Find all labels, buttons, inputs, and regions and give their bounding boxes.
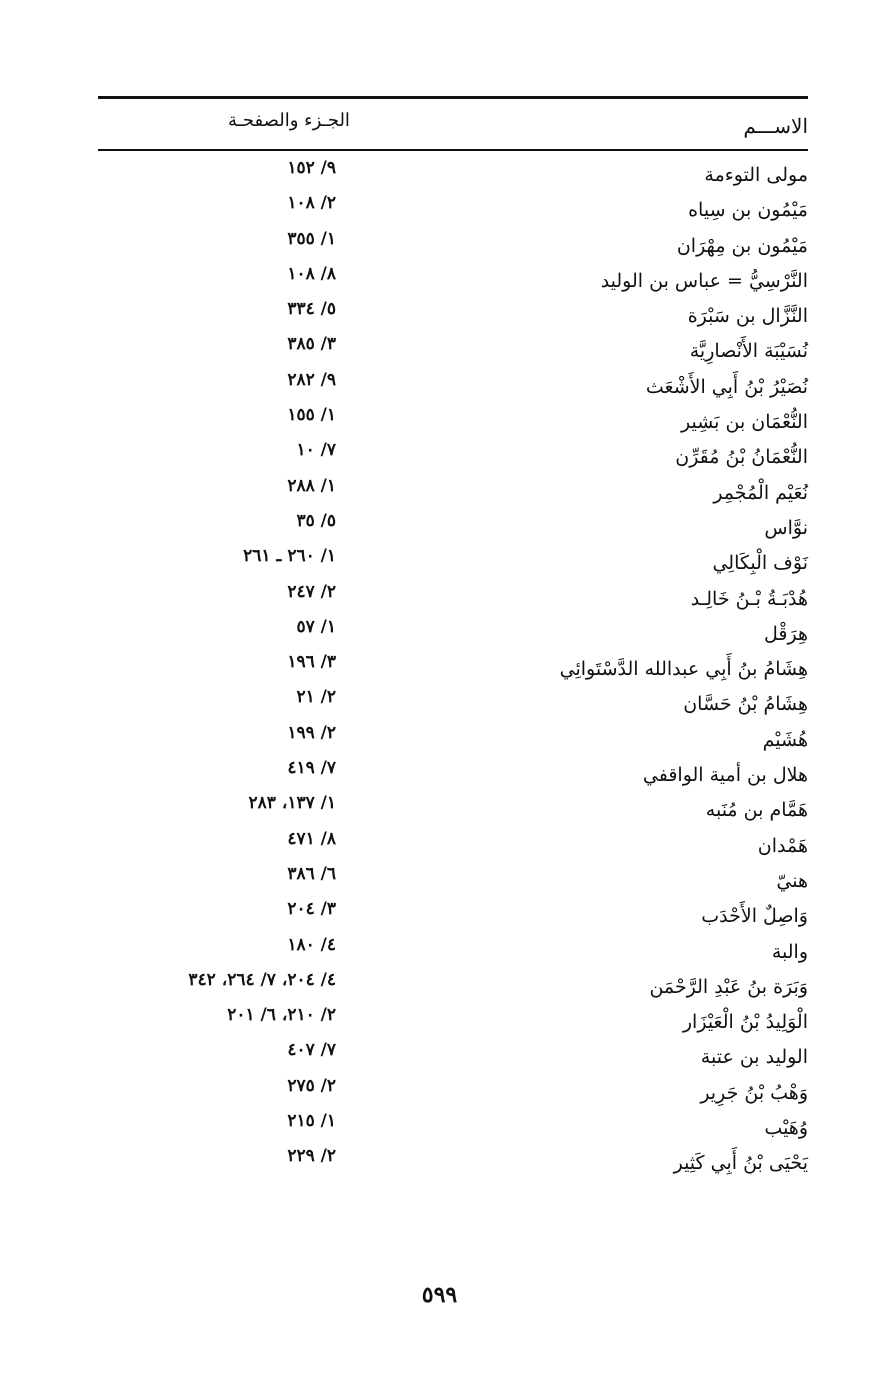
index-row [98, 723, 808, 758]
entry-name: نوَّاس [764, 516, 808, 539]
entry-name: هَمَّام بن مُنَبه [705, 799, 808, 822]
entry-volume-page: ٢/ ٢١٠، ٦/ ٢٠١ [227, 1005, 336, 1026]
entry-name: وَهْبُ بْنُ جَرِير [700, 1081, 808, 1104]
entry-name: يَحْيَى بْنُ أَبِي كَثِير [673, 1152, 808, 1175]
entry-volume-page: ٣/ ٣٨٥ [287, 334, 336, 355]
index-row [98, 652, 808, 687]
entry-name: وَاصِلٌ الأَحْدَب [701, 905, 808, 928]
entry-volume-page: ٧/ ١٠ [296, 440, 336, 461]
entry-name: وَبَرَة بنُ عَبْدِ الرَّحْمَن [649, 975, 808, 998]
index-row [98, 334, 808, 369]
entry-name: مَيْمُون بن سِياه [688, 199, 808, 222]
entry-volume-page: ١/ ٢١٥ [287, 1111, 336, 1132]
entry-volume-page: ٥/ ٣٣٤ [287, 299, 336, 320]
entry-name: النُّعْمَانُ بْنُ مُقَرِّن [675, 446, 808, 469]
top-rule [98, 96, 808, 99]
index-row [98, 758, 808, 793]
entry-volume-page: ٥/ ٣٥ [296, 510, 336, 531]
entry-volume-page: ١/ ٢٨٨ [287, 475, 336, 496]
entry-volume-page: ١/ ٥٧ [296, 616, 336, 637]
entry-name: هَمْدان [757, 834, 808, 857]
index-row [98, 864, 808, 899]
header-rule [98, 149, 808, 151]
index-row [98, 405, 808, 440]
entry-volume-page: ٢/ ٢٢٩ [287, 1146, 336, 1167]
name-column-header: الاســـم [743, 114, 808, 138]
entry-name: النَّزَّال بن سَبْرَة [687, 305, 808, 328]
entry-volume-page: ٣/ ٢٠٤ [287, 899, 336, 920]
index-row [98, 1111, 808, 1146]
entry-volume-page: ٤/ ٢٠٤، ٧/ ٢٦٤، ٣٤٢ [188, 969, 336, 990]
entry-volume-page: ٩/ ١٥٢ [287, 158, 336, 178]
entry-name: نُصَيْرُ بْنُ أَبِي الأَشْعَث [645, 375, 808, 398]
index-row [98, 1146, 808, 1181]
index-row [98, 370, 808, 405]
index-row [98, 264, 808, 299]
entry-volume-page: ٢/ ١٠٨ [287, 193, 336, 214]
index-page [98, 96, 808, 1296]
entry-volume-page: ٦/ ٣٨٦ [287, 863, 336, 884]
entry-name: هِشَامُ بنُ أَبِي عبدالله الدَّسْتَوائِي [559, 658, 808, 681]
index-row [98, 476, 808, 511]
entry-volume-page: ٢/ ٢٧٥ [287, 1075, 336, 1096]
entry-volume-page: ٨/ ٤٧١ [287, 828, 336, 849]
entry-name: النَّرْسِيُّ = عباس بن الوليد [600, 269, 808, 292]
index-row [98, 687, 808, 722]
index-row [98, 440, 808, 475]
page-number: ٥٩٩ [421, 1282, 458, 1308]
entry-volume-page: ٤/ ١٨٠ [287, 934, 336, 955]
table-header [98, 110, 808, 146]
index-row [98, 1005, 808, 1040]
index-row [98, 793, 808, 828]
entry-volume-page: ٢/ ٢١ [296, 687, 336, 708]
entry-volume-page: ٢/ ٢٤٧ [287, 581, 336, 602]
index-row [98, 229, 808, 264]
entry-name: وُهَيْب [764, 1117, 808, 1140]
entry-name: نَوْف الْبِكَالِي [712, 552, 808, 575]
entry-name: الوليد بن عتبة [700, 1046, 808, 1069]
entry-name: مَيْمُون بن مِهْرَان [676, 234, 808, 257]
entry-volume-page: ١/ ١٥٥ [287, 405, 336, 426]
index-row [98, 1040, 808, 1075]
index-row [98, 970, 808, 1005]
entry-volume-page: ١/ ٣٥٥ [287, 228, 336, 249]
entry-name: هلال بن أمية الواقفي [642, 764, 808, 787]
index-row [98, 899, 808, 934]
entry-volume-page: ٣/ ١٩٦ [287, 652, 336, 673]
entry-name: هُدْبَـةُ بْـنُ خَالِـد [690, 587, 808, 610]
index-row [98, 617, 808, 652]
index-row [98, 935, 808, 970]
index-row [98, 829, 808, 864]
volume-page-column-header: الجـزء والصفحـة [228, 110, 350, 131]
entry-name: نُعَيْم الْمُجْمِر [713, 481, 808, 504]
entry-volume-page: ٢/ ١٩٩ [287, 722, 336, 743]
entry-name: النُّعْمَان بن بَشِير [681, 411, 808, 434]
entry-name: مولى التوءمة [704, 164, 808, 186]
entry-volume-page: ١/ ١٣٧، ٢٨٣ [248, 793, 336, 814]
index-row [98, 511, 808, 546]
index-row [98, 546, 808, 581]
entry-volume-page: ٩/ ٢٨٢ [287, 369, 336, 390]
index-row [98, 158, 808, 193]
entry-volume-page: ٨/ ١٠٨ [287, 263, 336, 284]
entry-name: نُسَيْبَة الأَنْصارِيَّة [689, 340, 808, 363]
entry-name: هُشَيْم [762, 728, 808, 751]
entry-name: هنيّ [776, 869, 808, 892]
entry-volume-page: ٧/ ٤١٩ [287, 758, 336, 779]
index-row [98, 1076, 808, 1111]
index-row [98, 299, 808, 334]
entry-name: الْوَلِيدُ بْنُ الْعَيْزَار [682, 1011, 808, 1034]
index-row [98, 193, 808, 228]
entry-name: والبة [771, 940, 808, 963]
entry-name: هِشَامُ بْنُ حَسَّان [683, 693, 808, 716]
entry-volume-page: ١/ ٢٦٠ ـ ٢٦١ [243, 546, 336, 567]
entry-volume-page: ٧/ ٤٠٧ [287, 1040, 336, 1061]
index-row [98, 582, 808, 617]
entry-name: هِرَقْل [764, 622, 808, 645]
index-rows [98, 158, 808, 1182]
